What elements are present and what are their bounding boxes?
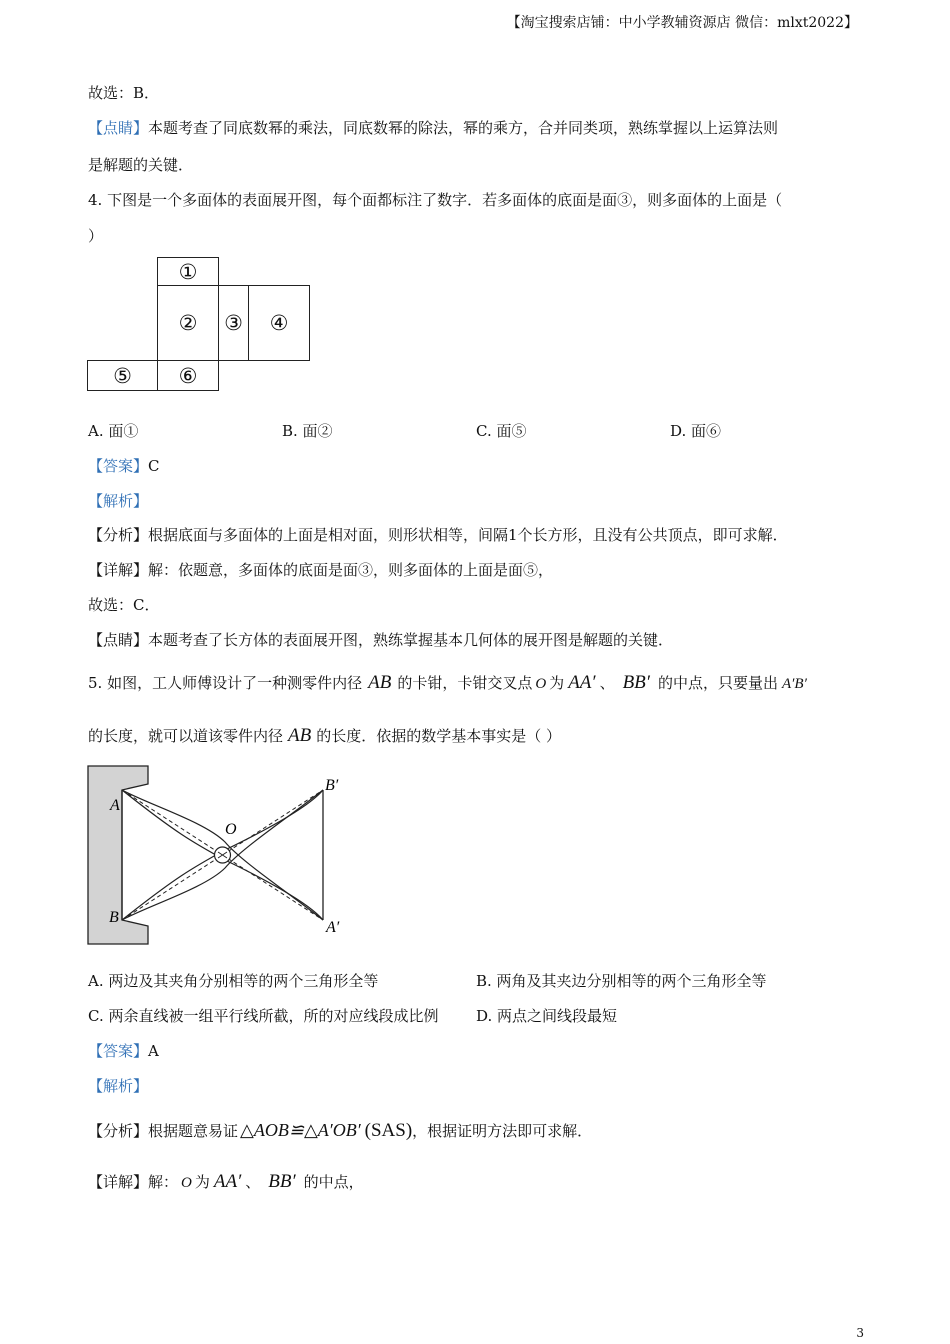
q5-stem-line2 [88, 718, 561, 754]
q5-math-o: O [535, 676, 547, 692]
q5-math-ab-prime: A′B′ [781, 676, 807, 692]
q5-option-a: A. 两边及其夹角分别相等的两个三角形全等 [88, 972, 379, 990]
q5-fenxi-line [88, 1112, 592, 1148]
q3-answer-line: 故选：B． [88, 84, 160, 102]
q5-xiangjie-o: O [181, 1175, 192, 1191]
q3-comment-text: 本题考查了同底数幂的乘法，同底数幂的除法，幂的乘方，合并同类项，熟练掌握以上运算法则 [148, 119, 779, 137]
q5-option-d: D. 两点之间线段最短 [476, 1007, 618, 1025]
q5-analysis-tag: 【解析】 [88, 1077, 149, 1095]
net-face-3: ③ [218, 285, 249, 361]
q5-math-aa: AA′ [568, 672, 596, 693]
page-number: 3 [856, 1326, 864, 1340]
dianjing-tag: 【点睛】 [88, 631, 149, 649]
label-a: A [110, 797, 120, 814]
q4-option-b: B. 面② [282, 422, 333, 440]
dianjing-tag: 【点睛】 [88, 119, 149, 137]
q5-option-b: B. 两角及其夹边分别相等的两个三角形全等 [476, 972, 767, 990]
net-face-1: ① [157, 257, 219, 286]
xiangjie-tag: 【详解】 [88, 1173, 149, 1191]
q3-comment-line1 [88, 117, 778, 138]
q5-stem-line2-part2: 的长度．依据的数学基本事实是（ ） [316, 727, 562, 745]
answer-tag: 【答案】 [88, 457, 149, 475]
q5-fenxi-sas: (SAS) [364, 1120, 413, 1141]
xiangjie-tag: 【详解】 [88, 561, 149, 579]
q4-conclusion: 故选：C． [88, 596, 160, 614]
net-face-2: ② [157, 285, 219, 361]
page-header: 【淘宝搜索店铺：中小学教辅资源店 微信：mlxt2022】 [506, 15, 858, 31]
q4-answer-line [88, 455, 160, 476]
net-face-4: ④ [248, 285, 310, 361]
q5-xiangjie-part2: 为 [194, 1173, 210, 1191]
q4-stem-line1: 4. 下图是一个多面体的表面展开图，每个面都标注了数字．若多面体的底面是面③，则多面体的上面是（ [88, 191, 783, 209]
label-b-prime: B′ [325, 777, 339, 794]
q4-dianjing-text: 本题考查了长方体的表面展开图，熟练掌握基本几何体的展开图是解题的关键． [148, 631, 674, 649]
q4-option-d: D. 面⑥ [670, 422, 722, 440]
q5-stem-part2: 的卡钳，卡钳交叉点 [397, 674, 533, 692]
q4-option-c: C. 面⑤ [476, 422, 527, 440]
q3-comment-line2: 是解题的关键． [88, 156, 194, 174]
label-o: O [225, 821, 237, 838]
q5-xiangjie-line [88, 1162, 364, 1202]
q4-answer: C [148, 457, 160, 475]
q5-stem-part4: 的中点，只要量出 [657, 674, 778, 692]
q5-xiangjie-part3: 的中点， [303, 1173, 364, 1191]
answer-tag: 【答案】 [88, 1042, 149, 1060]
net-face-5: ⑤ [87, 360, 158, 391]
q5-xiangjie-bb: BB′ [268, 1171, 296, 1192]
q5-option-c: C. 两余直线被一组平行线所截，所的对应线段成比例 [88, 1007, 439, 1025]
label-a-prime: A′ [326, 919, 340, 936]
q5-stem-part1: 5. 如图，工人师傅设计了一种测零件内径 [88, 674, 363, 692]
q5-math-ab-2: AB [288, 725, 312, 746]
q5-math-ab: AB [368, 672, 392, 693]
q5-stem-line2-part1: 的长度，就可以道该零件内径 [88, 727, 284, 745]
q4-xiangjie-line [88, 559, 553, 580]
q5-caliper-figure [80, 760, 360, 950]
q4-analysis-tag: 【解析】 [88, 492, 149, 510]
q5-xiangjie-part1: 解： [148, 1173, 179, 1191]
q5-xiangjie-aa: AA′ [213, 1171, 242, 1192]
q5-xiangjie-sep: 、 [245, 1173, 261, 1191]
q4-dianjing-line [88, 629, 673, 650]
fenxi-tag: 【分析】 [88, 526, 149, 544]
q5-math-bb: BB′ [622, 672, 650, 693]
q5-fenxi-part2: ，根据证明方法即可求解． [412, 1122, 593, 1140]
label-b: B [109, 909, 119, 926]
net-face-6: ⑥ [157, 360, 219, 391]
q4-fenxi-text: 根据底面与多面体的上面是相对面，则形状相等，间隔1个长方形，且没有公共顶点，即可求解． [148, 526, 788, 544]
q4-fenxi-line [88, 524, 788, 545]
q5-answer-line [88, 1040, 159, 1061]
fenxi-tag: 【分析】 [88, 1122, 149, 1140]
q5-answer: A [148, 1042, 159, 1060]
q5-stem-line1 [88, 663, 807, 703]
q4-xiangjie-text: 解：依题意，多面体的底面是面③，则多面体的上面是面⑤， [148, 561, 554, 579]
q5-stem-part3: 为 [549, 674, 565, 692]
q5-fenxi-part1: 根据题意易证 [148, 1122, 239, 1140]
q4-stem-line2: ） [88, 227, 104, 245]
q5-sep: 、 [599, 674, 615, 692]
q5-fenxi-math: △AOB≌△A′OB′ [240, 1120, 361, 1140]
q4-option-a: A. 面① [88, 422, 139, 440]
